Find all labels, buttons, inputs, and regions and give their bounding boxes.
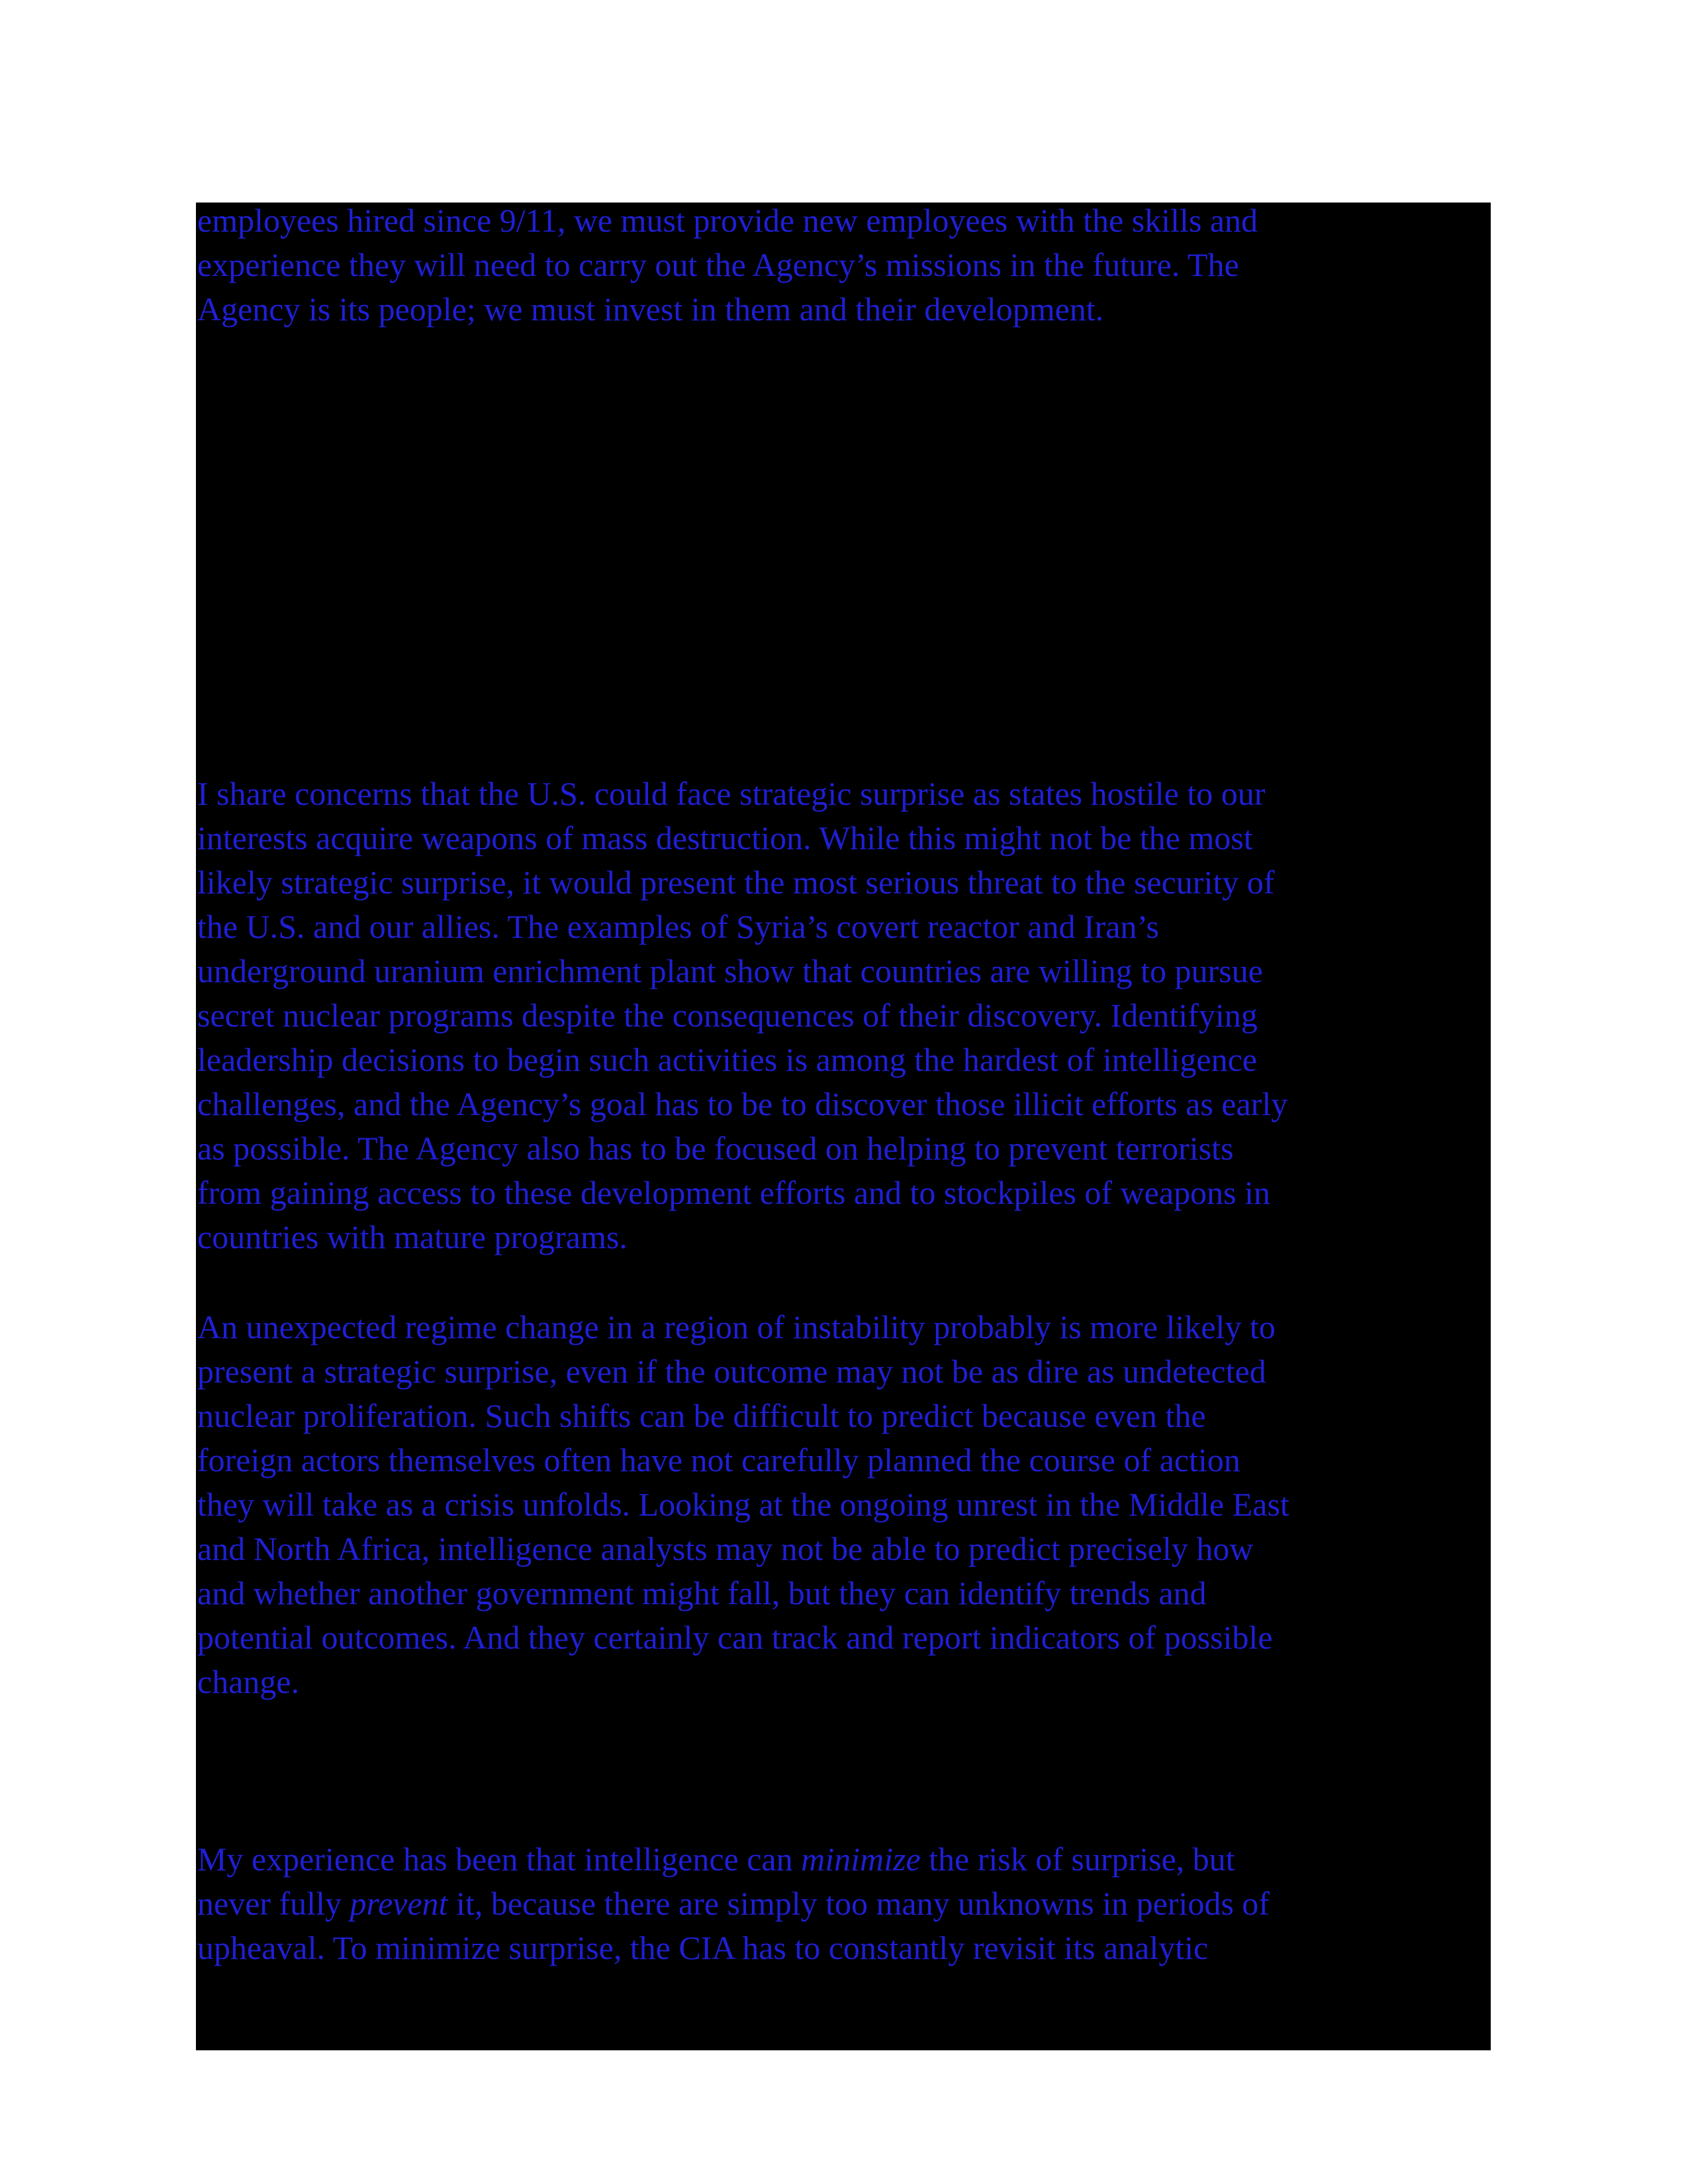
text-line: Agency is its people; we must invest in them and their development. xyxy=(197,291,1104,328)
text-segment: My experience has been that intelligence can xyxy=(197,1841,802,1878)
text-line: challenges, and the Agency’s goal has to be to discover those illicit efforts as early xyxy=(197,1085,1288,1122)
text-line: the U.S. and our allies. The examples of Syria’s covert reactor and Iran’s xyxy=(197,908,1159,945)
paragraph-workforce xyxy=(197,199,1515,332)
text-line: as possible. The Agency also has to be focused on helping to prevent terrorists xyxy=(197,1130,1234,1167)
text-line xyxy=(197,1837,1515,1882)
text-segment: never fully xyxy=(197,1885,350,1922)
text-line: they will take as a crisis unfolds. Looking at the ongoing unrest in the Middle East xyxy=(197,1486,1289,1523)
text-line: and whether another government might fall, but they can identify trends and xyxy=(197,1574,1207,1612)
text-line: underground uranium enrichment plant show that countries are willing to pursue xyxy=(197,952,1263,989)
text-line: change. xyxy=(197,1663,300,1700)
paragraph-wmd-surprise xyxy=(197,772,1515,1259)
text-line: interests acquire weapons of mass destruction. While this might not be the most xyxy=(197,819,1253,856)
text-line: countries with mature programs. xyxy=(197,1218,628,1255)
emphasized-word: prevent xyxy=(350,1885,448,1922)
text-segment: it, because there are simply too many unknowns in periods of xyxy=(447,1885,1270,1922)
paragraph-minimize-surprise xyxy=(197,1837,1515,1970)
text-segment: the risk of surprise, but xyxy=(920,1841,1235,1878)
text-line: leadership decisions to begin such activities is among the hardest of intelligence xyxy=(197,1041,1257,1078)
text-line xyxy=(197,1882,1515,1926)
text-line: secret nuclear programs despite the consequences of their discovery. Identifying xyxy=(197,997,1258,1034)
text-line: foreign actors themselves often have not carefully planned the course of action xyxy=(197,1441,1241,1479)
text-line: upheaval. To minimize surprise, the CIA has to constantly revisit its analytic xyxy=(197,1929,1209,1966)
text-line: employees hired since 9/11, we must provide new employees with the skills and xyxy=(197,202,1258,239)
paragraph-regime-change xyxy=(197,1305,1515,1704)
text-line: and North Africa, intelligence analysts may not be able to predict precisely how xyxy=(197,1530,1254,1567)
text-line: likely strategic surprise, it would present the most serious threat to the security of xyxy=(197,864,1275,901)
text-line: potential outcomes. And they certainly can track and report indicators of possible xyxy=(197,1619,1273,1656)
emphasized-word: minimize xyxy=(801,1841,921,1878)
text-line: experience they will need to carry out the Agency’s missions in the future. The xyxy=(197,246,1239,283)
text-line: present a strategic surprise, even if the outcome may not be as dire as undetected xyxy=(197,1353,1266,1390)
text-line: I share concerns that the U.S. could face strategic surprise as states hostile to our xyxy=(197,775,1266,812)
text-line: nuclear proliferation. Such shifts can be difficult to predict because even the xyxy=(197,1397,1206,1434)
text-line: An unexpected regime change in a region of instability probably is more likely to xyxy=(197,1308,1276,1345)
text-line: from gaining access to these development efforts and to stockpiles of weapons in xyxy=(197,1174,1270,1211)
